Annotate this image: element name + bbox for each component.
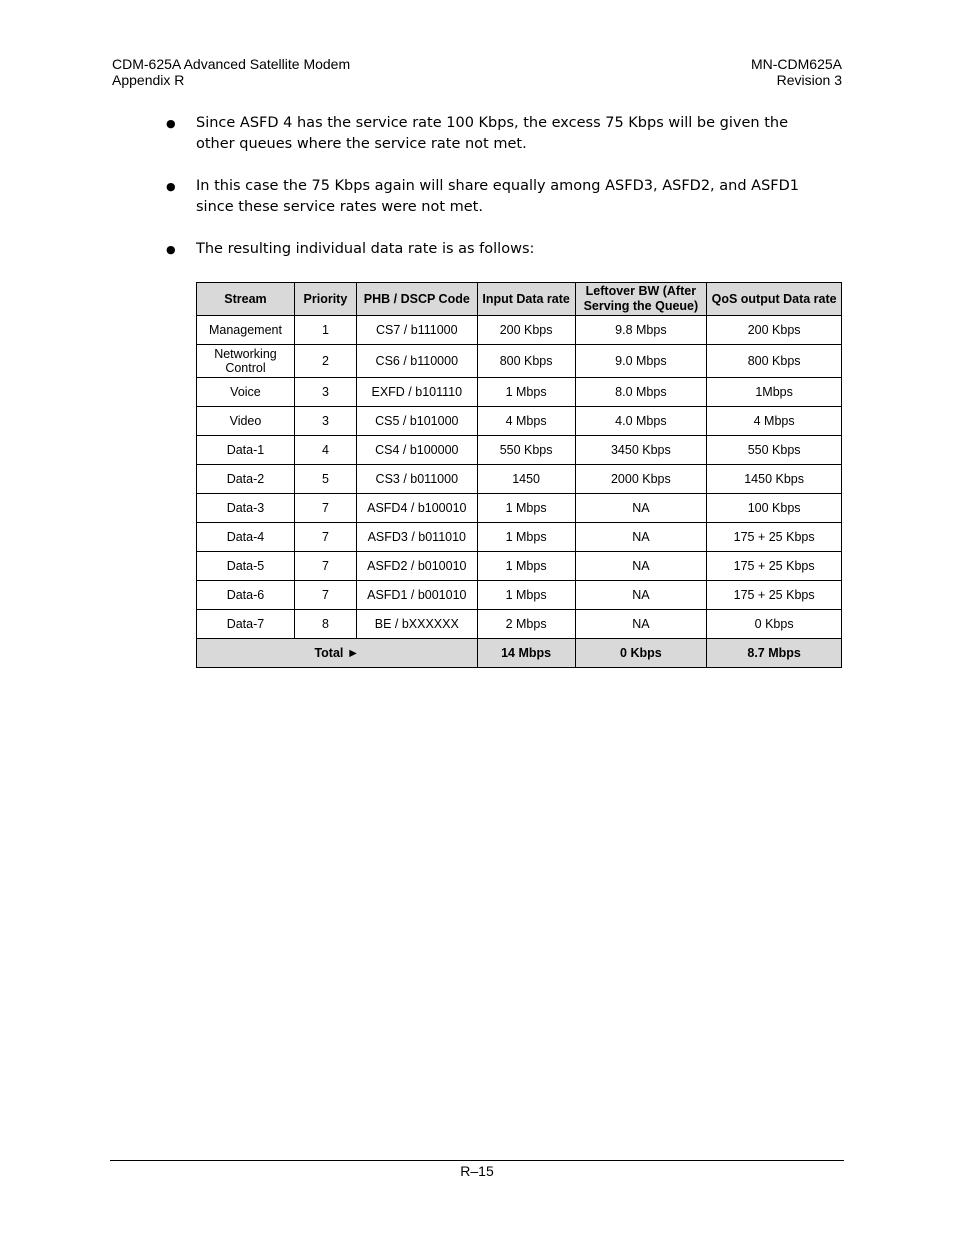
cell-stream: Data-5 <box>197 552 295 581</box>
column-header-stream: Stream <box>197 283 295 316</box>
cell-phb-dscp: BE / bXXXXXX <box>356 610 477 639</box>
cell-leftover-bw: 8.0 Mbps <box>575 378 707 407</box>
cell-qos-output: 1450 Kbps <box>707 465 842 494</box>
cell-leftover-bw: 9.0 Mbps <box>575 345 707 378</box>
cell-phb-dscp: ASFD1 / b001010 <box>356 581 477 610</box>
cell-input-rate: 200 Kbps <box>477 316 575 345</box>
cell-input-rate: 4 Mbps <box>477 407 575 436</box>
table-row <box>197 316 842 345</box>
appendix-label: Appendix R <box>112 72 185 88</box>
bullet-item <box>166 113 816 155</box>
cell-input-rate: 2 Mbps <box>477 610 575 639</box>
table-row <box>197 345 842 378</box>
cell-qos-output: 175 + 25 Kbps <box>707 523 842 552</box>
bullet-item <box>166 239 816 260</box>
cell-stream: Management <box>197 316 295 345</box>
table-row <box>197 494 842 523</box>
total-input-rate: 14 Mbps <box>477 639 575 668</box>
cell-phb-dscp: ASFD4 / b100010 <box>356 494 477 523</box>
cell-priority: 2 <box>294 345 356 378</box>
cell-qos-output: 200 Kbps <box>707 316 842 345</box>
cell-phb-dscp: CS3 / b011000 <box>356 465 477 494</box>
bullet-list <box>166 113 816 281</box>
column-header-leftover-bw: Leftover BW (After Serving the Queue) <box>575 283 707 316</box>
cell-priority: 1 <box>294 316 356 345</box>
cell-stream: Data-4 <box>197 523 295 552</box>
cell-phb-dscp: CS7 / b111000 <box>356 316 477 345</box>
cell-stream: Data-6 <box>197 581 295 610</box>
table-row <box>197 610 842 639</box>
cell-input-rate: 1 Mbps <box>477 523 575 552</box>
cell-stream: Data-7 <box>197 610 295 639</box>
cell-leftover-bw: 3450 Kbps <box>575 436 707 465</box>
column-header-input-rate: Input Data rate <box>477 283 575 316</box>
table-row <box>197 378 842 407</box>
cell-priority: 3 <box>294 378 356 407</box>
cell-input-rate: 800 Kbps <box>477 345 575 378</box>
cell-phb-dscp: ASFD3 / b011010 <box>356 523 477 552</box>
column-header-phb-dscp: PHB / DSCP Code <box>356 283 477 316</box>
bullet-dot-icon: ● <box>166 117 176 130</box>
cell-qos-output: 0 Kbps <box>707 610 842 639</box>
total-label: Total ► <box>197 639 478 668</box>
document-title: CDM-625A Advanced Satellite Modem <box>112 56 351 72</box>
cell-phb-dscp: CS5 / b101000 <box>356 407 477 436</box>
column-header-priority: Priority <box>294 283 356 316</box>
cell-input-rate: 1 Mbps <box>477 581 575 610</box>
cell-leftover-bw: 4.0 Mbps <box>575 407 707 436</box>
cell-priority: 7 <box>294 552 356 581</box>
table-row <box>197 523 842 552</box>
qos-data-rate-table <box>196 282 842 668</box>
total-leftover-bw: 0 Kbps <box>575 639 707 668</box>
table-row <box>197 407 842 436</box>
cell-phb-dscp: CS6 / b110000 <box>356 345 477 378</box>
cell-leftover-bw: NA <box>575 610 707 639</box>
cell-phb-dscp: ASFD2 / b010010 <box>356 552 477 581</box>
table-row <box>197 581 842 610</box>
cell-phb-dscp: EXFD / b101110 <box>356 378 477 407</box>
cell-stream: Networking Control <box>197 345 295 378</box>
bullet-text: Since ASFD 4 has the service rate 100 Kbps, the excess 75 Kbps will be given the other queues where the service rate not met. <box>196 115 788 152</box>
table-row <box>197 552 842 581</box>
cell-leftover-bw: NA <box>575 581 707 610</box>
cell-qos-output: 550 Kbps <box>707 436 842 465</box>
table-total-row <box>197 639 842 668</box>
cell-stream: Data-1 <box>197 436 295 465</box>
cell-leftover-bw: NA <box>575 552 707 581</box>
cell-qos-output: 4 Mbps <box>707 407 842 436</box>
cell-priority: 5 <box>294 465 356 494</box>
cell-priority: 3 <box>294 407 356 436</box>
manual-number: MN-CDM625A <box>750 56 842 72</box>
cell-input-rate: 1 Mbps <box>477 378 575 407</box>
cell-stream: Data-3 <box>197 494 295 523</box>
cell-stream: Video <box>197 407 295 436</box>
cell-priority: 7 <box>294 523 356 552</box>
cell-input-rate: 1 Mbps <box>477 494 575 523</box>
cell-input-rate: 1 Mbps <box>477 552 575 581</box>
cell-leftover-bw: 2000 Kbps <box>575 465 707 494</box>
bullet-dot-icon: ● <box>166 180 176 193</box>
cell-leftover-bw: NA <box>575 523 707 552</box>
cell-qos-output: 175 + 25 Kbps <box>707 581 842 610</box>
footer-divider <box>110 1160 844 1161</box>
bullet-item <box>166 176 816 218</box>
running-header-right <box>751 56 842 88</box>
page-number: R–15 <box>460 1163 494 1179</box>
cell-stream: Voice <box>197 378 295 407</box>
cell-input-rate: 550 Kbps <box>477 436 575 465</box>
cell-qos-output: 175 + 25 Kbps <box>707 552 842 581</box>
bullet-text: In this case the 75 Kbps again will share equally among ASFD3, ASFD2, and ASFD1 since these service rates were not met. <box>196 178 800 215</box>
cell-priority: 8 <box>294 610 356 639</box>
cell-qos-output: 100 Kbps <box>707 494 842 523</box>
total-qos-output: 8.7 Mbps <box>707 639 842 668</box>
table-row <box>197 436 842 465</box>
cell-phb-dscp: CS4 / b100000 <box>356 436 477 465</box>
column-header-qos-output: QoS output Data rate <box>707 283 842 316</box>
cell-leftover-bw: NA <box>575 494 707 523</box>
bullet-text: The resulting individual data rate is as follows: <box>196 241 535 257</box>
bullet-dot-icon: ● <box>166 243 176 256</box>
cell-stream: Data-2 <box>197 465 295 494</box>
cell-input-rate: 1450 <box>477 465 575 494</box>
cell-priority: 7 <box>294 494 356 523</box>
running-header-left <box>112 56 350 88</box>
cell-leftover-bw: 9.8 Mbps <box>575 316 707 345</box>
cell-qos-output: 1Mbps <box>707 378 842 407</box>
table-row <box>197 465 842 494</box>
table-header-row <box>197 283 842 316</box>
cell-priority: 4 <box>294 436 356 465</box>
revision-label: Revision 3 <box>776 72 842 88</box>
cell-qos-output: 800 Kbps <box>707 345 842 378</box>
cell-priority: 7 <box>294 581 356 610</box>
